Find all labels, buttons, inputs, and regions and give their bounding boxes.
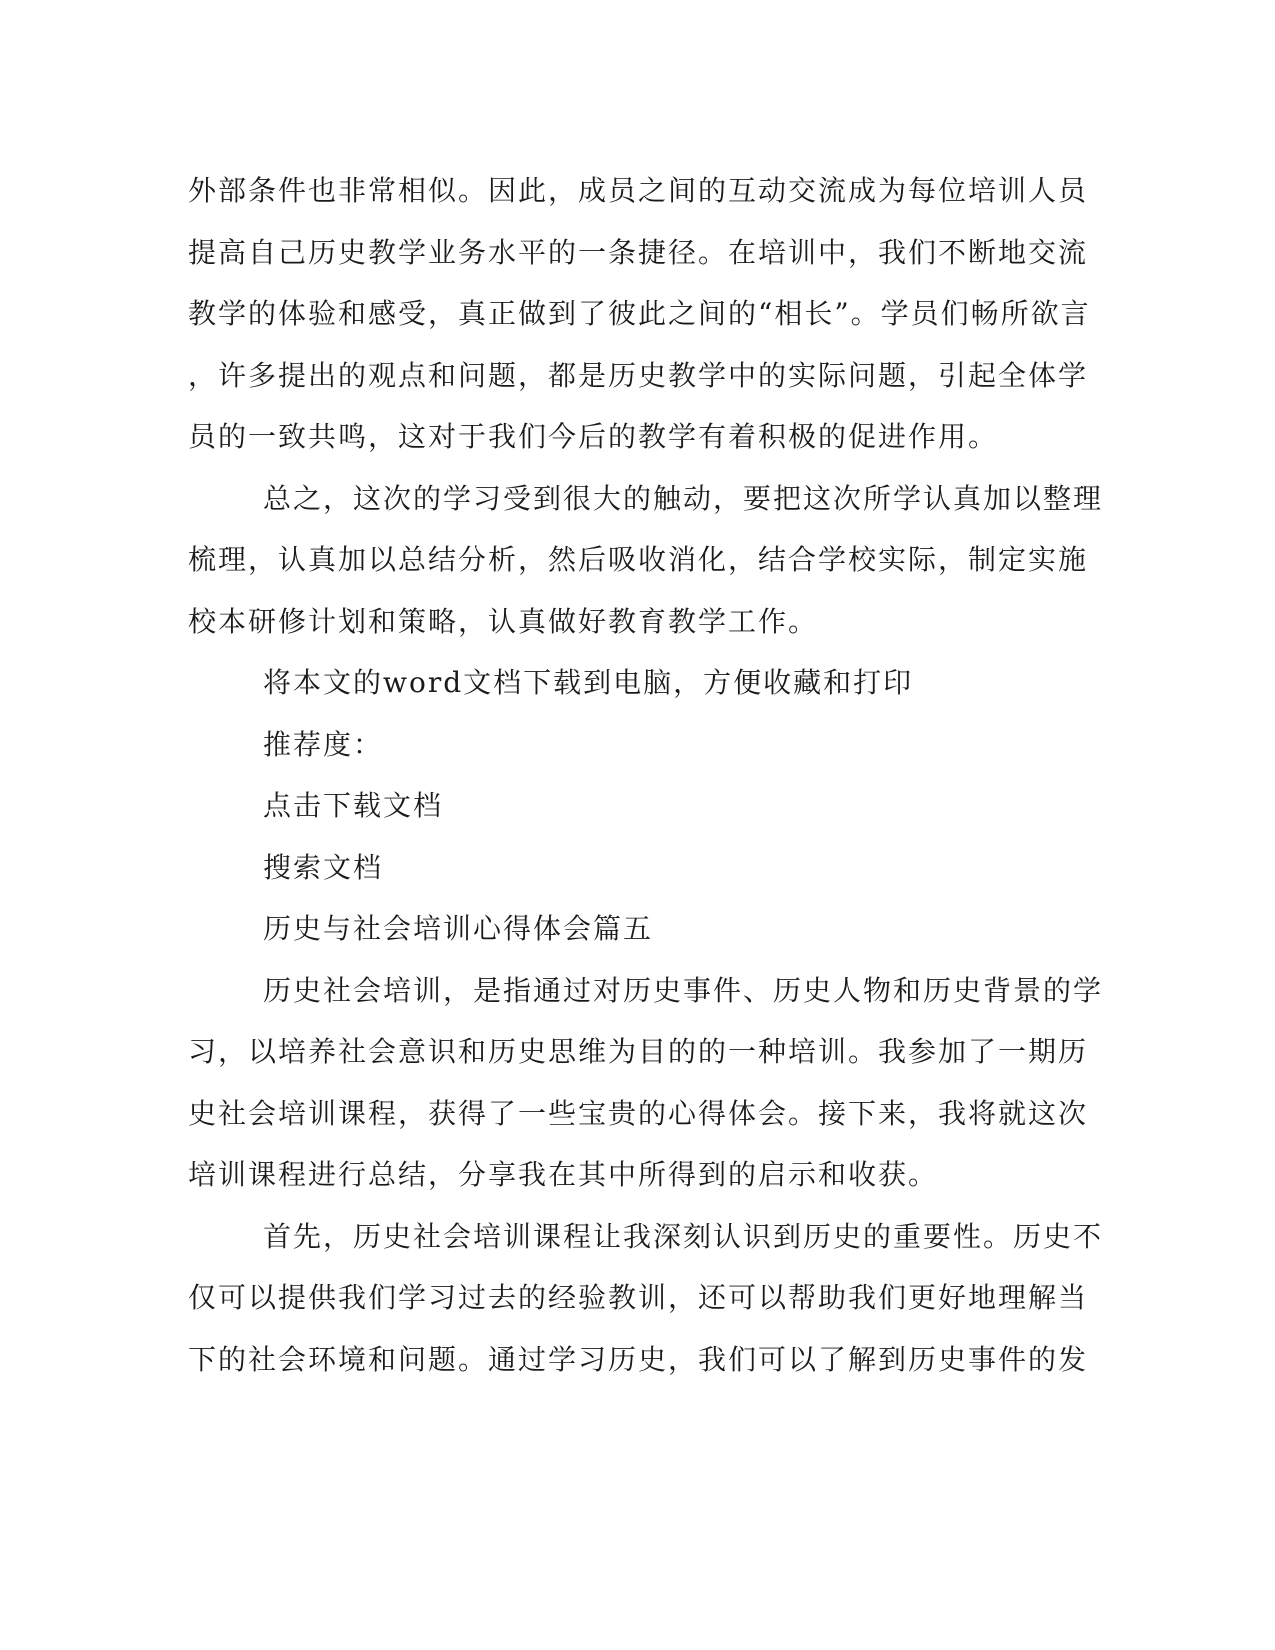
recommendation-label: 推荐度： <box>263 727 384 761</box>
text-line: 史社会培训课程，获得了一些宝贵的心得体会。接下来，我将就这次 <box>188 1096 1089 1130</box>
text-line: ，许多提出的观点和问题，都是历史教学中的实际问题，引起全体学 <box>188 358 1089 392</box>
section-title: 历史与社会培训心得体会篇五 <box>263 912 654 945</box>
text-line: 员的一致共鸣，这对于我们今后的教学有着积极的促进作用。 <box>188 420 999 453</box>
text-line: 历史社会培训，是指通过对历史事件、历史人物和历史背景的学 <box>263 973 1104 1007</box>
download-document-link[interactable]: 点击下载文档 <box>263 789 444 822</box>
download-prompt: 将本文的word文档下载到电脑，方便收藏和打印 <box>263 666 914 699</box>
search-document-link[interactable]: 搜索文档 <box>263 850 384 884</box>
text-line: 下的社会环境和问题。通过学习历史，我们可以了解到历史事件的发 <box>188 1342 1089 1376</box>
document-body <box>188 160 1104 1390</box>
text-line: 梳理，认真加以总结分析，然后吸收消化，结合学校实际，制定实施 <box>188 543 1089 576</box>
text-line: 总之，这次的学习受到很大的触动，要把这次所学认真加以整理 <box>263 481 1104 515</box>
text-line: 仅可以提供我们学习过去的经验教训，还可以帮助我们更好地理解当 <box>188 1281 1089 1314</box>
text-line: 校本研修计划和策略，认真做好教育教学工作。 <box>188 604 819 638</box>
text-line: 培训课程进行总结，分享我在其中所得到的启示和收获。 <box>188 1158 939 1191</box>
text-line: 习，以培养社会意识和历史思维为目的的一种培训。我参加了一期历 <box>188 1035 1089 1068</box>
text-line: 教学的体验和感受，真正做到了彼此之间的“相长”。学员们畅所欲言 <box>188 297 1091 330</box>
text-line: 提高自己历史教学业务水平的一条捷径。在培训中，我们不断地交流 <box>188 235 1089 269</box>
text-line: 外部条件也非常相似。因此，成员之间的互动交流成为每位培训人员 <box>188 174 1089 207</box>
text-line: 首先，历史社会培训课程让我深刻认识到历史的重要性。历史不 <box>263 1219 1104 1253</box>
